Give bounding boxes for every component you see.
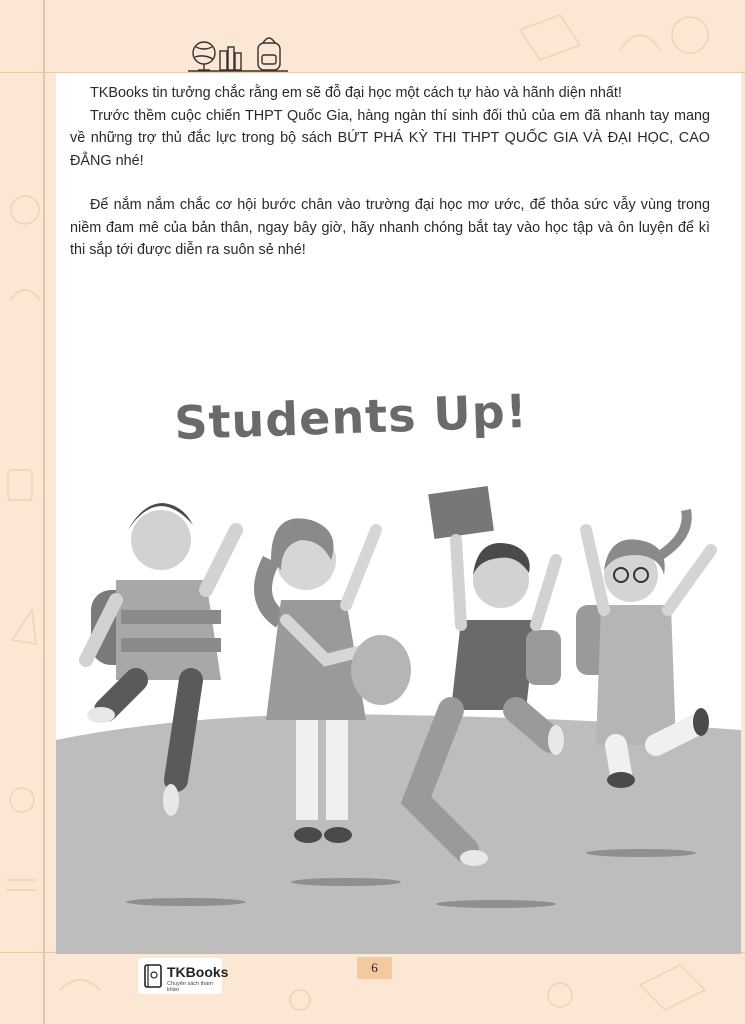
illustration-title: Students Up!	[173, 383, 529, 451]
binder-line	[43, 0, 45, 1024]
book-logo-icon	[143, 963, 163, 989]
page-number: 6	[357, 957, 392, 979]
bookshelf-icon	[186, 33, 290, 75]
logo-name: TKBooks	[167, 964, 229, 980]
body-text	[70, 82, 710, 262]
backpack-icon	[258, 38, 280, 70]
paragraph-intro: TKBooks tin tưởng chắc rằng em sẽ đỗ đại học một cách tự hào và hãnh diện nhất!	[90, 85, 622, 101]
globe-icon	[193, 42, 215, 64]
tkbooks-logo	[138, 958, 229, 994]
logo-tagline: Chuyên sách tham khảo	[167, 981, 213, 993]
students-illustration	[56, 380, 741, 954]
paragraph-encouragement: Để nắm nắm chắc cơ hội bước chân vào trường đại học mơ ước, để thỏa sức vẫy vùng trong niềm đam mê của bản thân, ngay bây giờ, hãy nhanh chóng bắt tay vào học tập và ôn luyện để kì thi sắp tới được diễn ra suôn sẻ nhé!	[70, 197, 710, 258]
students-drawing	[56, 380, 741, 954]
ground-shape	[56, 714, 741, 954]
paragraph-competition: Trước thềm cuộc chiến THPT Quốc Gia, hàng ngàn thí sinh đối thủ của em đã nhanh tay mang về những trợ thủ đắc lực trong bộ sách BỨT PHÁ KỲ THI THPT QUỐC GIA VÀ ĐẠI HỌC, CAO ĐẲNG nhé!	[70, 107, 710, 169]
